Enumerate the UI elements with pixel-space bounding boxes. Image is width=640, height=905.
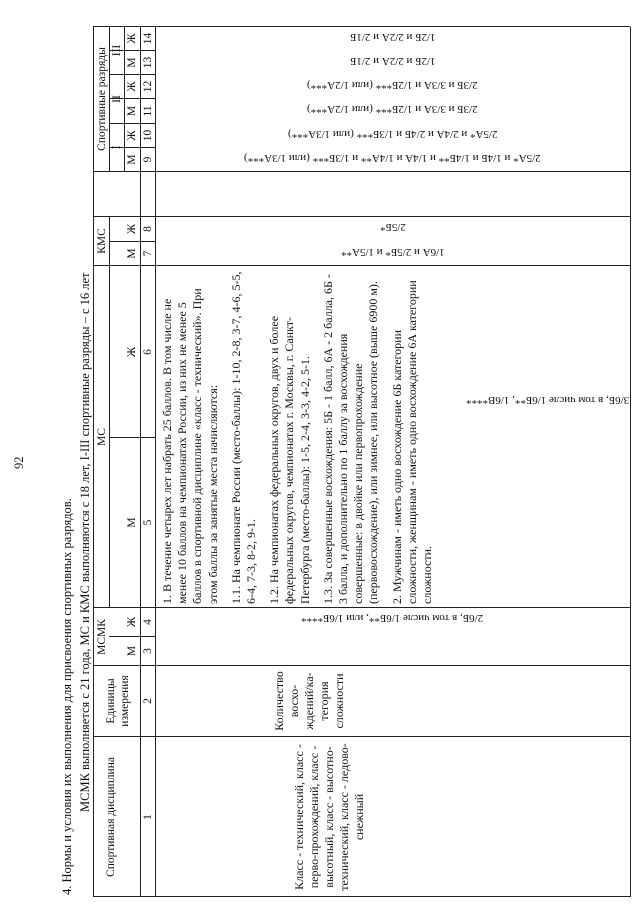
colnum-7: 7 xyxy=(142,250,154,257)
colnum-14: 14 xyxy=(142,32,154,45)
ms-conditions xyxy=(160,270,435,604)
colnum-12: 12 xyxy=(142,80,154,93)
header-ms: МС xyxy=(96,428,108,446)
ms-paragraph-1-2: 1.2. На чемпионатах федеральных округов, двух и более федеральных округов, чемпионатах г. Москвы, г. Санкт-Петербурга (место-баллы): 1-5, 2-4, 3-3, 4-2, 5-1. xyxy=(267,315,312,604)
header-kms-m: М xyxy=(126,248,138,259)
colnum-3: 3 xyxy=(142,648,154,654)
header-kms-f: Ж xyxy=(126,223,138,235)
header-r3-f: Ж xyxy=(126,33,138,44)
colnum-10: 10 xyxy=(142,129,154,142)
rank2-m-cell: 2/3Б и 3/3А и 1/2Б*** (или 1/2А***) xyxy=(307,103,478,115)
colnum-5: 5 xyxy=(142,519,154,526)
colnum-4: 4 xyxy=(142,619,154,625)
header-sport-ranks: Спортивные разряды xyxy=(96,47,108,151)
header-discipline: Спортивная дисциплина xyxy=(105,757,117,877)
colnum-8: 8 xyxy=(142,226,154,232)
header-r2-f: Ж xyxy=(126,81,138,92)
header-msmk-m: М xyxy=(126,645,138,657)
header-ms-m: М xyxy=(126,517,138,528)
header-msmk-f: Ж xyxy=(126,616,138,628)
kms-m-cell: 1/6А и 2/5Б* и 1/5А** xyxy=(340,246,445,258)
colnum-9: 9 xyxy=(142,156,154,163)
colnum-11: 11 xyxy=(142,105,154,117)
header-r1-m: М xyxy=(126,154,138,165)
header-msmk: МСМК xyxy=(96,619,108,655)
page-number: 92 xyxy=(12,456,26,469)
header-r2-m: М xyxy=(126,105,138,117)
ms-paragraph-2: 2. Мужчинам - иметь одно восхождение 6Б категории сложности, женщинам - иметь одно восхождение 6А категории сложности. xyxy=(389,280,435,604)
header-rank-2: II xyxy=(111,95,123,103)
rank3-f-cell: 1/2Б и 2/2А и 2/1Б xyxy=(349,31,436,43)
rank1-f-cell: 2/5А* и 2/4А и 2/4Б и 1/3Б*** (или 1/3А***) xyxy=(287,128,498,140)
colnum-13: 13 xyxy=(142,56,154,69)
rank2-f-cell: 2/3Б и 3/3А и 1/2Б*** (или 1/2А***) xyxy=(307,79,478,91)
rank3-m-cell: 1/2Б и 2/2А и 2/1Б xyxy=(349,55,436,67)
ms-paragraph-1-3: 1.3. За совершенные восхождения: 5Б - 1 балл, 6А - 2 балла, 6Б - 3 балла, и дополнительно по 1 баллу за восхождения совершенные: в двойке или первопрохождение (первовосхождение), или зимнее, или высотное (выше 6900 м). xyxy=(320,274,381,604)
section-heading: 4. Нормы и условия их выполнения для присвоения спортивных разрядов. xyxy=(60,498,74,895)
units-cell: Количество восхо-ждений/ка-тегория сложности xyxy=(272,671,346,731)
discipline-cell: Класс - технический, класс - перво-прохождений, класс - высотный, класс - высотно-технический, класс - ледово-снежный xyxy=(292,743,366,891)
msmk-f-cell: 2/6Б, в том числе 1/6Б**, или 1/6Б**** xyxy=(301,612,484,624)
section-subheading: МСМК выполняется с 21 года, МС и КМС выполняются с 18 лет, I-III спортивные разряды – с 16 лет xyxy=(78,272,92,812)
header-units: Единицы измерения xyxy=(105,675,131,727)
colnum-1: 1 xyxy=(142,814,154,820)
header-kms: КМС xyxy=(96,228,108,254)
ms-paragraph-1-1: 1.1. На чемпионате России (место-баллы): 1-10, 2-8, 3-7, 4-6, 5-5, 6-4, 7-3, 8-2, 9-1. xyxy=(228,271,259,604)
kms-f-cell: 2/5Б* xyxy=(379,221,406,233)
header-rank-3: III xyxy=(111,44,123,57)
msmk-m-cell: 3/6Б, в том числе 1/6Б**, 1/6В**** xyxy=(465,394,630,406)
colnum-6: 6 xyxy=(142,349,154,355)
ms-paragraph-1: 1. В течение четырех лет набрать 25 баллов. В том числе не менее 10 баллов на чемпионатах России, из них не менее 5 баллов в спортивной дисциплине «класс - технический». При этом баллы за занятые места начисляются: xyxy=(160,288,220,604)
header-ms-f: Ж xyxy=(126,346,138,358)
rank1-m-cell: 2/5А* и 1/4Б и 1/4Б** и 1/4А и 1/4А** и 1/3Б*** (или 1/3А***) xyxy=(244,152,541,164)
header-r1-f: Ж xyxy=(126,130,138,141)
header-r3-m: М xyxy=(126,57,138,68)
colnum-2: 2 xyxy=(142,698,154,704)
header-rank-1: I xyxy=(111,145,123,150)
